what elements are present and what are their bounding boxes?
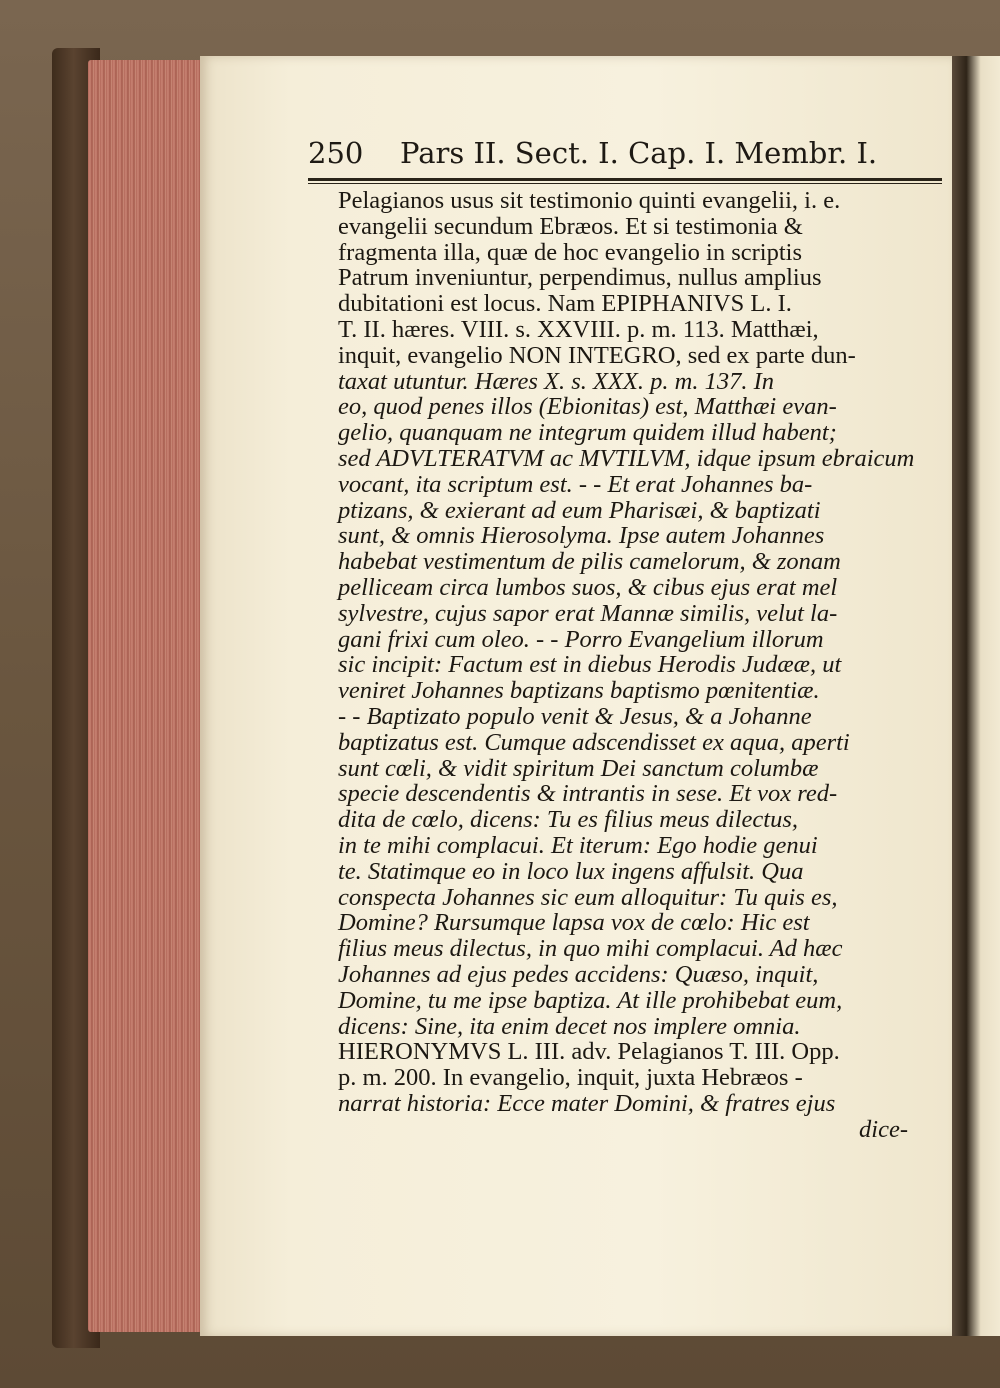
text-line: sylvestre, cujus sapor erat Mannæ similis, velut la- [338,599,838,627]
text-line: taxat utuntur. Hæres X. s. XXX. p. m. 137. In [338,367,774,395]
text-line: pelliceam circa lumbos suos, & cibus ejus erat mel [338,573,838,601]
text-line: T. II. hæres. VIII. s. XXVIII. p. m. 113. Matthæi, [338,315,819,343]
text-line: Domine, tu me ipse baptiza. At ille prohibebat eum, [338,986,843,1014]
text-line: baptizatus est. Cumque adscendisset ex aqua, aperti [338,728,850,756]
page-edges [88,60,208,1332]
text-line: inquit, evangelio NON INTEGRO, sed ex parte dun- [338,341,856,369]
text-line: habebat vestimentum de pilis camelorum, & zonam [338,548,841,576]
text-line: sunt cœli, & vidit spiritum Dei sanctum columbæ [338,754,819,782]
text-line: specie descendentis & intrantis in sese. Et vox red- [338,780,838,808]
text-line: sunt, & omnis Hierosolyma. Ipse autem Johannes [338,522,825,550]
text-line: dubitationi est locus. Nam EPIPHANIVS L. I. [338,290,792,318]
text-line: dicens: Sine, ita enim decet nos implere omnia. [338,1012,801,1040]
facing-page-edge [952,56,1000,1336]
text-line: Pelagianos usus sit testimonio quinti evangelii, i. e. [338,187,841,214]
catchword: dice- [859,1115,908,1143]
page-number: 250 [308,136,364,170]
text-line: filius meus dilectus, in quo mihi complacui. Ad hæc [338,935,843,963]
header-rule-thin [308,183,942,184]
text-line: - - Baptizato populo venit & Jesus, & a Johanne [338,702,812,730]
text-line: conspecta Johannes sic eum alloquitur: Tu quis es, [338,883,838,911]
text-line: dita de cœlo, dicens: Tu es filius meus dilectus, [338,806,799,834]
text-line: Domine? Rursumque lapsa vox de cœlo: Hic est [338,909,810,937]
text-line: Johannes ad ejus pedes accidens: Quæso, inquit, [338,960,819,988]
text-line: gelio, quanquam ne integrum quidem illud habent; [338,419,837,447]
text-line: te. Statimque eo in loco lux ingens affulsit. Qua [338,857,804,885]
text-line: Patrum inveniuntur, perpendimus, nullus amplius [338,264,822,292]
text-line: sic incipit: Factum est in diebus Herodis Judææ, ut [338,651,842,679]
text-line: vocant, ita scriptum est. - - Et erat Johannes ba- [338,470,813,498]
text-line: evangelii secundum Ebræos. Et si testimonia & [338,212,803,240]
text-line: p. m. 200. In evangelio, inquit, juxta Hebræos - [338,1064,803,1092]
text-line: veniret Johannes baptizans baptismo pœnitentiæ. [338,677,820,705]
text-line: ptizans, & exierant ad eum Pharisæi, & baptizati [338,496,821,524]
text-line: sed ADVLTERATVM ac MVTILVM, idque ipsum ebraicum [338,444,915,472]
text-line: HIERONYMVS L. III. adv. Pelagianos T. III. Opp. [338,1038,840,1066]
text-line: fragmenta illa, quæ de hoc evangelio in scriptis [338,238,803,266]
text-line: in te mihi complacui. Et iterum: Ego hodie genui [338,831,818,859]
text-line: narrat historia: Ecce mater Domini, & fratres ejus [338,1089,836,1117]
text-line: gani frixi cum oleo. - - Porro Evangelium illorum [338,625,824,653]
running-title: Pars II. Sect. I. Cap. I. Membr. I. [400,136,878,170]
header-rule [308,178,942,181]
running-header [308,134,940,174]
body-text [338,188,928,1142]
text-line: eo, quod penes illos (Ebionitas) est, Matthæi evan- [338,393,837,421]
